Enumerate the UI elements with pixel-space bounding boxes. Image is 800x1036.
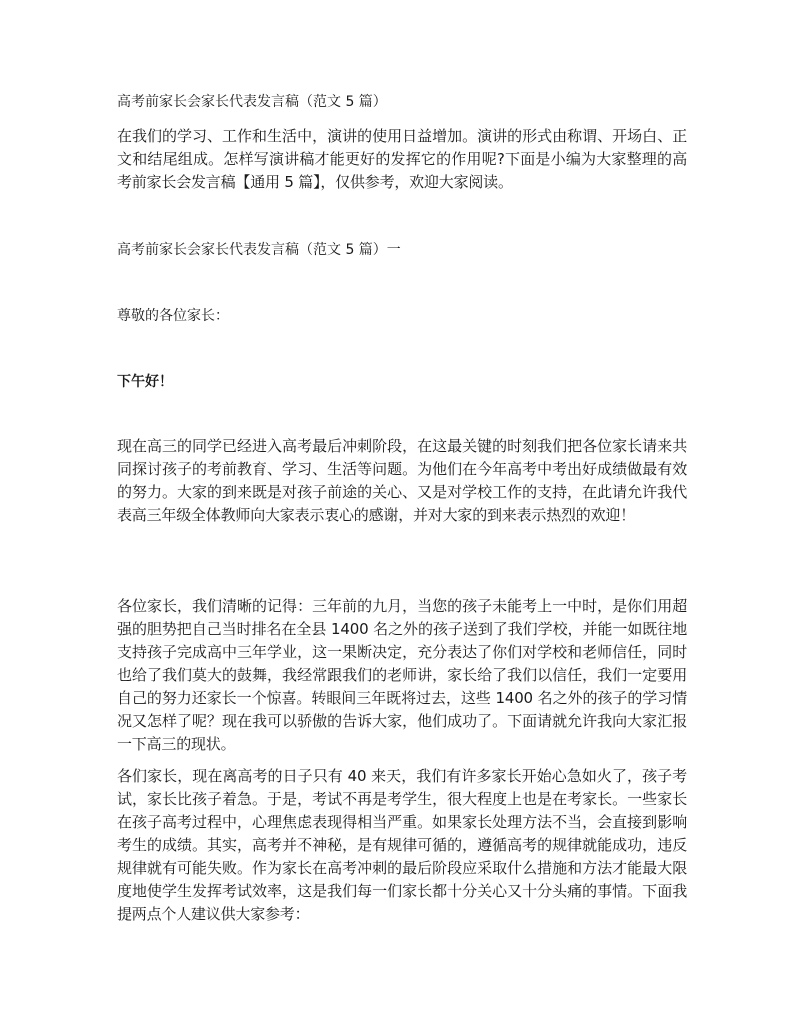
document-page	[117, 0, 687, 1036]
greeting: 下午好！	[117, 374, 173, 390]
body-paragraph-3: 各们家长，现在离高考的日子只有 40 来天，我们有许多家长开始心急如火了，孩子考试，家长比孩子着急。于是，考试不再是考学生，很大程度上也是在考家长。一些家长在孩子高考过程中，心理焦虑表现得相当严重。如果家长处理方法不当，会直接到影响考生的成绩。其实，高考并不神秘，是有规律可循的，遵循高考的规律就能成功，违反规律就有可能失败。作为家长在高考冲刺的最后阶段应采取什么措施和方法才能最大限度地使学生发挥考试效率，这是我们每一们家长都十分关心又十分头痛的事情。下面我提两点个人建议供大家参考：	[117, 767, 687, 923]
body-paragraph-2: 各位家长，我们清晰的记得：三年前的九月，当您的孩子未能考上一中时，是你们用超强的胆势把自己当时排名在全县 1400 名之外的孩子送到了我们学校，并能一如既往地支持孩子完成高中三年学业，这一果断决定，充分表达了你们对学校和老师信任，同时也给了我们莫大的鼓舞，我经常跟我们的老师讲，家长给了我们以信任，我们一定要用自己的努力还家长一个惊喜。转眼间三年既将过去，这些 1400 名之外的孩子的学习情况又怎样了呢？现在我可以骄傲的告诉大家，他们成功了。下面请就允许我向大家汇报一下高三的现状。	[117, 597, 687, 753]
body-paragraph-1: 现在高三的同学已经进入高考最后冲刺阶段，在这最关键的时刻我们把各位家长请来共同探讨孩子的考前教育、学习、生活等问题。为他们在今年高考中考出好成绩做最有效的努力。大家的到来既是对孩子前途的关心、又是对学校工作的支持，在此请允许我代表高三年级全体教师向大家表示衷心的感谢，并对大家的到来表示热烈的欢迎！	[117, 437, 687, 524]
intro-paragraph: 在我们的学习、工作和生活中，演讲的使用日益增加。演讲的形式由称谓、开场白、正文和结尾组成。怎样写演讲稿才能更好的发挥它的作用呢?下面是小编为大家整理的高考前家长会发言稿【通用 5 篇】，仅供参考，欢迎大家阅读。	[117, 127, 687, 191]
section-title: 高考前家长会家长代表发言稿（范文 5 篇）一	[117, 242, 401, 258]
salutation: 尊敬的各位家长：	[117, 308, 229, 324]
document-title: 高考前家长会家长代表发言稿（范文 5 篇）	[117, 94, 387, 110]
